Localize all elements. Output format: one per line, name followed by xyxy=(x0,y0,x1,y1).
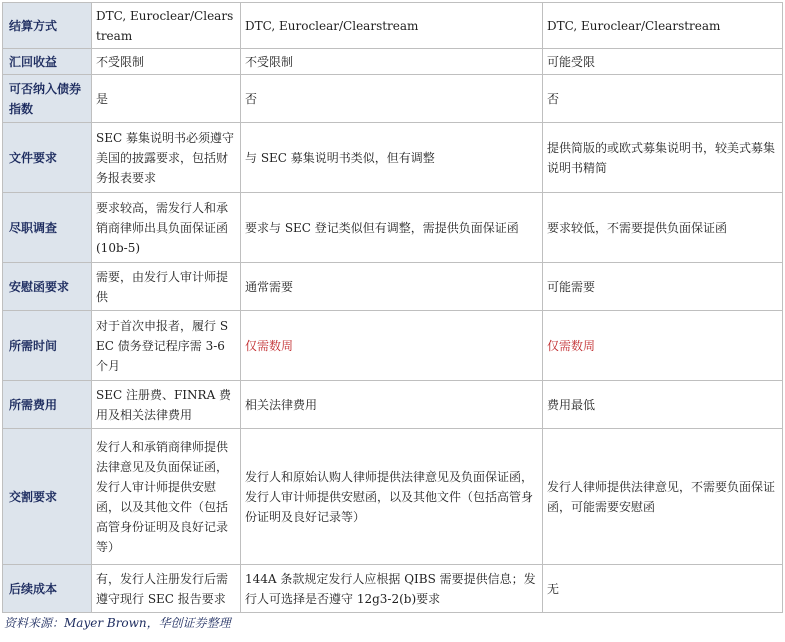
table-cell-highlight: 仅需数周 xyxy=(241,311,543,381)
table-cell: 要求较低，不需要提供负面保证函 xyxy=(543,193,783,263)
table-cell: DTC, Euroclear/Clearstream xyxy=(543,3,783,49)
table-cell: DTC, Euroclear/Clearstream xyxy=(241,3,543,49)
comparison-table xyxy=(2,2,783,613)
table-row xyxy=(3,429,783,565)
table-cell: 通常需要 xyxy=(241,263,543,311)
table-cell-highlight: 仅需数周 xyxy=(543,311,783,381)
table-row xyxy=(3,75,783,123)
table-cell: 发行人和承销商律师提供法律意见及负面保证函，发行人审计师提供安慰函，以及其他文件（包括高管身份证明及良好记录等） xyxy=(92,429,241,565)
table-row xyxy=(3,263,783,311)
table-cell: 否 xyxy=(241,75,543,123)
table-row xyxy=(3,49,783,75)
table-cell: DTC, Euroclear/Clearstream xyxy=(92,3,241,49)
table-cell: 不受限制 xyxy=(92,49,241,75)
table-row xyxy=(3,311,783,381)
table-cell: 有，发行人注册发行后需遵守现行 SEC 报告要求 xyxy=(92,565,241,613)
table-cell: SEC 注册费、FINRA 费用及相关法律费用 xyxy=(92,381,241,429)
row-label: 所需时间 xyxy=(3,311,92,381)
table-cell: 不受限制 xyxy=(241,49,543,75)
table-row xyxy=(3,381,783,429)
comparison-table-container xyxy=(2,2,782,613)
table-row xyxy=(3,3,783,49)
table-cell: 否 xyxy=(543,75,783,123)
row-label: 后续成本 xyxy=(3,565,92,613)
table-cell: 发行人和原始认购人律师提供法律意见及负面保证函，发行人审计师提供安慰函，以及其他文件（包括高管身份证明及良好记录等） xyxy=(241,429,543,565)
table-cell: 可能需要 xyxy=(543,263,783,311)
table-cell: 是 xyxy=(92,75,241,123)
table-cell: 要求较高，需发行人和承销商律师出具负面保证函(10b-5) xyxy=(92,193,241,263)
table-cell: 费用最低 xyxy=(543,381,783,429)
row-label: 结算方式 xyxy=(3,3,92,49)
table-cell: SEC 募集说明书必须遵守美国的披露要求，包括财务报表要求 xyxy=(92,123,241,193)
table-row xyxy=(3,565,783,613)
table-cell: 无 xyxy=(543,565,783,613)
row-label: 尽职调查 xyxy=(3,193,92,263)
table-cell: 与 SEC 募集说明书类似，但有调整 xyxy=(241,123,543,193)
row-label: 汇回收益 xyxy=(3,49,92,75)
table-cell: 144A 条款规定发行人应根据 QIBS 需要提供信息；发行人可选择是否遵守 12g3-2(b)要求 xyxy=(241,565,543,613)
table-cell: 可能受限 xyxy=(543,49,783,75)
row-label: 文件要求 xyxy=(3,123,92,193)
table-row xyxy=(3,123,783,193)
row-label: 安慰函要求 xyxy=(3,263,92,311)
row-label: 可否纳入债券指数 xyxy=(3,75,92,123)
table-cell: 对于首次申报者，履行 SEC 债务登记程序需 3-6 个月 xyxy=(92,311,241,381)
row-label: 所需费用 xyxy=(3,381,92,429)
source-note: 资料来源：Mayer Brown，华创证券整理 xyxy=(4,616,231,630)
row-label: 交割要求 xyxy=(3,429,92,565)
table-cell: 要求与 SEC 登记类似但有调整，需提供负面保证函 xyxy=(241,193,543,263)
table-cell: 发行人律师提供法律意见，不需要负面保证函，可能需要安慰函 xyxy=(543,429,783,565)
table-row xyxy=(3,193,783,263)
table-cell: 相关法律费用 xyxy=(241,381,543,429)
table-cell: 提供简版的或欧式募集说明书，较美式募集说明书精简 xyxy=(543,123,783,193)
table-cell: 需要，由发行人审计师提供 xyxy=(92,263,241,311)
